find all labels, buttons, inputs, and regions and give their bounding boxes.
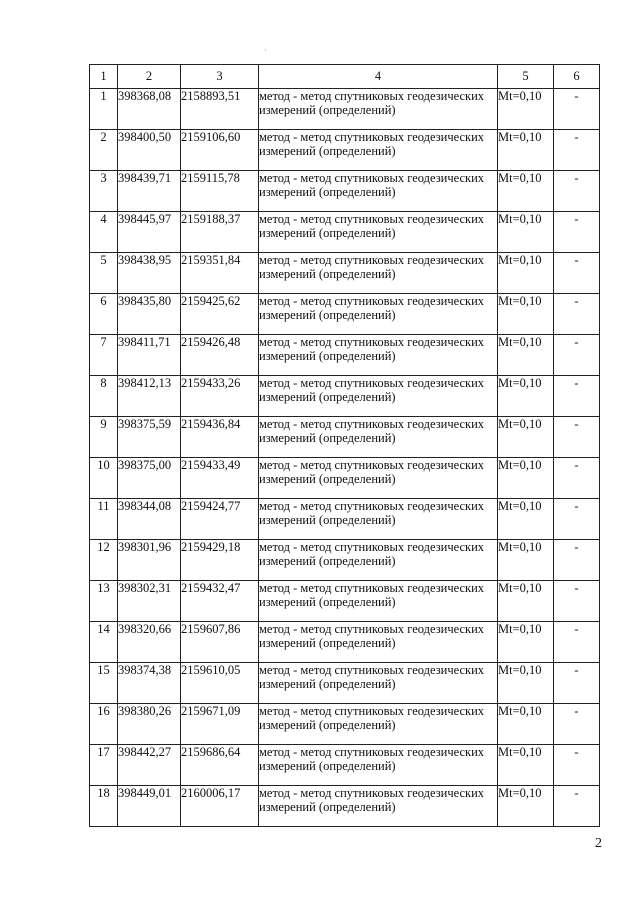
y-coordinate-cell: 2159607,86 — [181, 622, 259, 663]
method-cell: метод - метод спутниковых геодезических измерений (определений) — [259, 663, 498, 704]
accuracy-cell: Mt=0,10 — [498, 253, 554, 294]
point-number-cell: 11 — [90, 499, 118, 540]
y-coordinate-cell: 2158893,51 — [181, 89, 259, 130]
note-cell: - — [554, 417, 600, 458]
method-cell: метод - метод спутниковых геодезических измерений (определений) — [259, 171, 498, 212]
x-coordinate-cell: 398411,71 — [118, 335, 181, 376]
accuracy-cell: Mt=0,10 — [498, 212, 554, 253]
table-row — [90, 663, 600, 704]
x-coordinate-cell: 398380,26 — [118, 704, 181, 745]
point-number-cell: 15 — [90, 663, 118, 704]
note-cell: - — [554, 171, 600, 212]
table-row — [90, 704, 600, 745]
y-coordinate-cell: 2159351,84 — [181, 253, 259, 294]
method-cell: метод - метод спутниковых геодезических измерений (определений) — [259, 540, 498, 581]
x-coordinate-cell: 398445,97 — [118, 212, 181, 253]
table-row — [90, 540, 600, 581]
accuracy-cell: Mt=0,10 — [498, 622, 554, 663]
accuracy-cell: Mt=0,10 — [498, 786, 554, 827]
method-cell: метод - метод спутниковых геодезических измерений (определений) — [259, 89, 498, 130]
point-number-cell: 2 — [90, 130, 118, 171]
header-cell: 3 — [181, 65, 259, 89]
x-coordinate-cell: 398301,96 — [118, 540, 181, 581]
note-cell: - — [554, 212, 600, 253]
table-row — [90, 376, 600, 417]
table-row — [90, 253, 600, 294]
note-cell: - — [554, 499, 600, 540]
accuracy-cell: Mt=0,10 — [498, 294, 554, 335]
y-coordinate-cell: 2159671,09 — [181, 704, 259, 745]
accuracy-cell: Mt=0,10 — [498, 499, 554, 540]
y-coordinate-cell: 2159429,18 — [181, 540, 259, 581]
note-cell: - — [554, 335, 600, 376]
accuracy-cell: Mt=0,10 — [498, 540, 554, 581]
accuracy-cell: Mt=0,10 — [498, 89, 554, 130]
note-cell: - — [554, 253, 600, 294]
note-cell: - — [554, 745, 600, 786]
header-cell: 5 — [498, 65, 554, 89]
accuracy-cell: Mt=0,10 — [498, 171, 554, 212]
point-number-cell: 3 — [90, 171, 118, 212]
x-coordinate-cell: 398412,13 — [118, 376, 181, 417]
x-coordinate-cell: 398442,27 — [118, 745, 181, 786]
y-coordinate-cell: 2159425,62 — [181, 294, 259, 335]
note-cell: - — [554, 622, 600, 663]
x-coordinate-cell: 398438,95 — [118, 253, 181, 294]
table-row — [90, 294, 600, 335]
point-number-cell: 5 — [90, 253, 118, 294]
table-body — [90, 89, 600, 827]
y-coordinate-cell: 2159106,60 — [181, 130, 259, 171]
x-coordinate-cell: 398439,71 — [118, 171, 181, 212]
accuracy-cell: Mt=0,10 — [498, 458, 554, 499]
x-coordinate-cell: 398375,59 — [118, 417, 181, 458]
y-coordinate-cell: 2159610,05 — [181, 663, 259, 704]
table-row — [90, 458, 600, 499]
y-coordinate-cell: 2159433,49 — [181, 458, 259, 499]
method-cell: метод - метод спутниковых геодезических измерений (определений) — [259, 253, 498, 294]
y-coordinate-cell: 2159115,78 — [181, 171, 259, 212]
method-cell: метод - метод спутниковых геодезических измерений (определений) — [259, 130, 498, 171]
accuracy-cell: Mt=0,10 — [498, 417, 554, 458]
table-row — [90, 745, 600, 786]
note-cell: - — [554, 704, 600, 745]
y-coordinate-cell: 2159432,47 — [181, 581, 259, 622]
table-row — [90, 89, 600, 130]
method-cell: метод - метод спутниковых геодезических измерений (определений) — [259, 499, 498, 540]
x-coordinate-cell: 398302,31 — [118, 581, 181, 622]
table-row — [90, 130, 600, 171]
accuracy-cell: Mt=0,10 — [498, 581, 554, 622]
y-coordinate-cell: 2159188,37 — [181, 212, 259, 253]
accuracy-cell: Mt=0,10 — [498, 745, 554, 786]
table-row — [90, 335, 600, 376]
y-coordinate-cell: 2159686,64 — [181, 745, 259, 786]
header-cell: 6 — [554, 65, 600, 89]
note-cell: - — [554, 376, 600, 417]
method-cell: метод - метод спутниковых геодезических измерений (определений) — [259, 581, 498, 622]
note-cell: - — [554, 540, 600, 581]
x-coordinate-cell: 398400,50 — [118, 130, 181, 171]
table-row — [90, 417, 600, 458]
accuracy-cell: Mt=0,10 — [498, 130, 554, 171]
note-cell: - — [554, 458, 600, 499]
accuracy-cell: Mt=0,10 — [498, 335, 554, 376]
point-number-cell: 14 — [90, 622, 118, 663]
point-number-cell: 18 — [90, 786, 118, 827]
x-coordinate-cell: 398374,38 — [118, 663, 181, 704]
point-number-cell: 9 — [90, 417, 118, 458]
header-cell: 1 — [90, 65, 118, 89]
accuracy-cell: Mt=0,10 — [498, 704, 554, 745]
accuracy-cell: Mt=0,10 — [498, 376, 554, 417]
point-number-cell: 16 — [90, 704, 118, 745]
note-cell: - — [554, 130, 600, 171]
header-cell: 4 — [259, 65, 498, 89]
method-cell: метод - метод спутниковых геодезических измерений (определений) — [259, 786, 498, 827]
method-cell: метод - метод спутниковых геодезических измерений (определений) — [259, 458, 498, 499]
table-row — [90, 581, 600, 622]
point-number-cell: 10 — [90, 458, 118, 499]
x-coordinate-cell: 398449,01 — [118, 786, 181, 827]
page-number: 2 — [595, 836, 602, 851]
method-cell: метод - метод спутниковых геодезических измерений (определений) — [259, 376, 498, 417]
x-coordinate-cell: 398375,00 — [118, 458, 181, 499]
x-coordinate-cell: 398435,80 — [118, 294, 181, 335]
point-number-cell: 1 — [90, 89, 118, 130]
point-number-cell: 8 — [90, 376, 118, 417]
point-number-cell: 6 — [90, 294, 118, 335]
x-coordinate-cell: 398368,08 — [118, 89, 181, 130]
point-number-cell: 4 — [90, 212, 118, 253]
note-cell: - — [554, 663, 600, 704]
point-number-cell: 7 — [90, 335, 118, 376]
method-cell: метод - метод спутниковых геодезических измерений (определений) — [259, 417, 498, 458]
method-cell: метод - метод спутниковых геодезических измерений (определений) — [259, 622, 498, 663]
x-coordinate-cell: 398320,66 — [118, 622, 181, 663]
coordinates-table — [89, 64, 600, 827]
accuracy-cell: Mt=0,10 — [498, 663, 554, 704]
point-number-cell: 13 — [90, 581, 118, 622]
table-row — [90, 212, 600, 253]
scan-mark: · — [264, 46, 267, 55]
point-number-cell: 12 — [90, 540, 118, 581]
y-coordinate-cell: 2159433,26 — [181, 376, 259, 417]
table-header-row — [90, 65, 600, 89]
y-coordinate-cell: 2159426,48 — [181, 335, 259, 376]
table-row — [90, 786, 600, 827]
note-cell: - — [554, 581, 600, 622]
method-cell: метод - метод спутниковых геодезических измерений (определений) — [259, 704, 498, 745]
note-cell: - — [554, 89, 600, 130]
table-row — [90, 499, 600, 540]
method-cell: метод - метод спутниковых геодезических измерений (определений) — [259, 294, 498, 335]
table-row — [90, 622, 600, 663]
point-number-cell: 17 — [90, 745, 118, 786]
note-cell: - — [554, 786, 600, 827]
method-cell: метод - метод спутниковых геодезических измерений (определений) — [259, 335, 498, 376]
table-row — [90, 171, 600, 212]
x-coordinate-cell: 398344,08 — [118, 499, 181, 540]
y-coordinate-cell: 2159436,84 — [181, 417, 259, 458]
header-cell: 2 — [118, 65, 181, 89]
y-coordinate-cell: 2159424,77 — [181, 499, 259, 540]
note-cell: - — [554, 294, 600, 335]
method-cell: метод - метод спутниковых геодезических измерений (определений) — [259, 212, 498, 253]
method-cell: метод - метод спутниковых геодезических измерений (определений) — [259, 745, 498, 786]
y-coordinate-cell: 2160006,17 — [181, 786, 259, 827]
